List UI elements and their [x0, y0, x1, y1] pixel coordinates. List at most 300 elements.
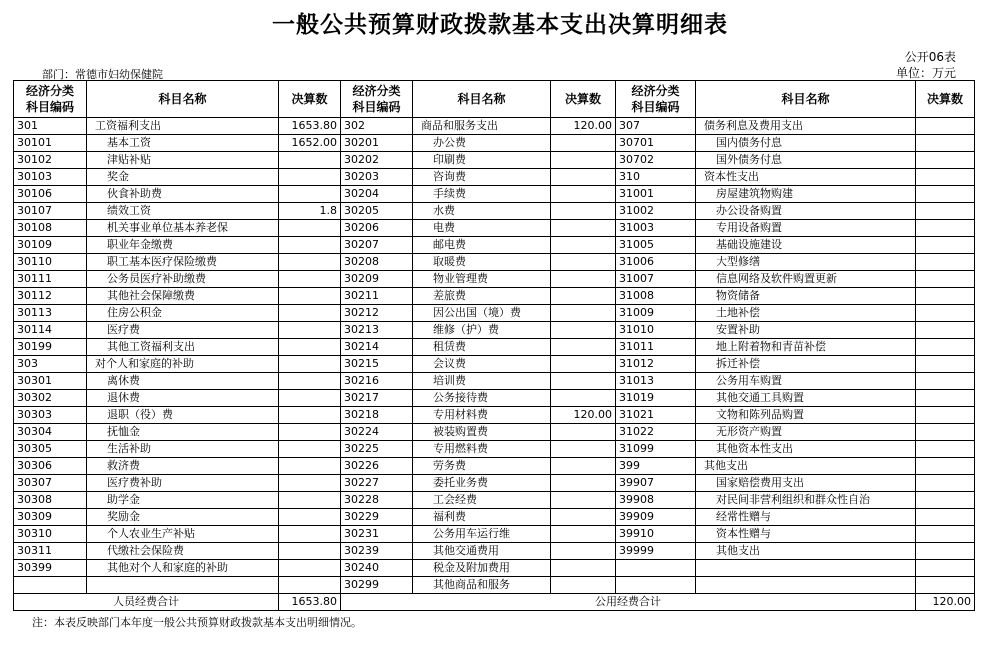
name-cell: 专用材料费 — [413, 407, 551, 424]
code-cell: 307 — [616, 118, 696, 135]
table-row — [14, 152, 975, 169]
amount-cell: 120.00 — [551, 118, 616, 135]
unit-label: 单位：万元 — [895, 66, 956, 80]
code-cell: 30207 — [341, 237, 413, 254]
header-amount: 决算数 — [551, 81, 616, 118]
name-cell: 办公设备购置 — [696, 203, 916, 220]
table-row — [14, 424, 975, 441]
name-cell: 国家赔偿费用支出 — [696, 475, 916, 492]
header-code: 经济分类 科目编码 — [341, 81, 413, 118]
name-cell: 经常性赠与 — [696, 509, 916, 526]
public-total-label: 公用经费合计 — [341, 594, 916, 611]
name-cell — [87, 577, 279, 594]
code-cell — [616, 560, 696, 577]
code-cell: 30229 — [341, 509, 413, 526]
amount-cell — [916, 373, 975, 390]
name-cell: 绩效工资 — [87, 203, 279, 220]
amount-cell — [279, 577, 341, 594]
code-cell: 30702 — [616, 152, 696, 169]
name-cell: 大型修缮 — [696, 254, 916, 271]
table-row — [14, 237, 975, 254]
amount-cell — [551, 135, 616, 152]
amount-cell — [279, 288, 341, 305]
amount-cell — [279, 390, 341, 407]
amount-cell — [279, 492, 341, 509]
code-cell: 31010 — [616, 322, 696, 339]
code-cell: 30227 — [341, 475, 413, 492]
amount-cell — [279, 271, 341, 288]
amount-cell — [551, 458, 616, 475]
footnote: 注：本表反映部门本年度一般公共预算财政拨款基本支出明细情况。 — [32, 616, 362, 629]
amount-cell — [551, 509, 616, 526]
code-cell: 30399 — [14, 560, 87, 577]
code-cell: 399 — [616, 458, 696, 475]
table-row — [14, 169, 975, 186]
header-code: 经济分类 科目编码 — [14, 81, 87, 118]
code-cell: 30302 — [14, 390, 87, 407]
amount-cell — [551, 220, 616, 237]
amount-cell — [916, 152, 975, 169]
amount-cell — [551, 492, 616, 509]
code-cell: 30304 — [14, 424, 87, 441]
code-cell: 31002 — [616, 203, 696, 220]
code-cell: 30107 — [14, 203, 87, 220]
name-cell: 其他社会保障缴费 — [87, 288, 279, 305]
code-cell: 31019 — [616, 390, 696, 407]
code-cell: 30224 — [341, 424, 413, 441]
code-cell: 31013 — [616, 373, 696, 390]
table-row — [14, 390, 975, 407]
name-cell: 专用设备购置 — [696, 220, 916, 237]
code-cell: 39910 — [616, 526, 696, 543]
amount-cell — [279, 543, 341, 560]
amount-cell — [279, 220, 341, 237]
code-cell: 30102 — [14, 152, 87, 169]
table-row — [14, 339, 975, 356]
name-cell: 差旅费 — [413, 288, 551, 305]
name-cell — [696, 577, 916, 594]
name-cell: 信息网络及软件购置更新 — [696, 271, 916, 288]
name-cell: 取暖费 — [413, 254, 551, 271]
name-cell: 奖励金 — [87, 509, 279, 526]
code-cell: 301 — [14, 118, 87, 135]
code-cell: 310 — [616, 169, 696, 186]
name-cell: 代缴社会保险费 — [87, 543, 279, 560]
amount-cell — [916, 203, 975, 220]
code-cell: 31008 — [616, 288, 696, 305]
amount-cell: 1.8 — [279, 203, 341, 220]
name-cell: 电费 — [413, 220, 551, 237]
amount-cell: 1653.80 — [279, 118, 341, 135]
name-cell: 印刷费 — [413, 152, 551, 169]
code-cell: 30308 — [14, 492, 87, 509]
code-cell: 30108 — [14, 220, 87, 237]
name-cell: 资本性支出 — [696, 169, 916, 186]
amount-cell — [916, 169, 975, 186]
amount-cell — [279, 424, 341, 441]
code-cell: 30305 — [14, 441, 87, 458]
code-cell: 30201 — [341, 135, 413, 152]
name-cell: 手续费 — [413, 186, 551, 203]
name-cell: 债务利息及费用支出 — [696, 118, 916, 135]
table-row — [14, 305, 975, 322]
code-cell: 30206 — [341, 220, 413, 237]
code-cell: 30203 — [341, 169, 413, 186]
table-header — [14, 81, 975, 118]
code-cell: 30218 — [341, 407, 413, 424]
personnel-total-value: 1653.80 — [279, 594, 341, 611]
code-cell: 30208 — [341, 254, 413, 271]
table-row — [14, 441, 975, 458]
code-cell — [14, 577, 87, 594]
name-cell: 对民间非营利组织和群众性自治 — [696, 492, 916, 509]
name-cell: 商品和服务支出 — [413, 118, 551, 135]
name-cell: 其他资本性支出 — [696, 441, 916, 458]
table-row — [14, 373, 975, 390]
amount-cell — [551, 152, 616, 169]
code-cell: 30113 — [14, 305, 87, 322]
name-cell: 专用燃料费 — [413, 441, 551, 458]
form-number: 公开06表 — [904, 50, 956, 64]
amount-cell — [916, 407, 975, 424]
table-row — [14, 203, 975, 220]
amount-cell — [916, 441, 975, 458]
name-cell: 房屋建筑物购建 — [696, 186, 916, 203]
code-cell: 30239 — [341, 543, 413, 560]
amount-cell — [279, 458, 341, 475]
amount-cell — [551, 373, 616, 390]
code-cell: 30212 — [341, 305, 413, 322]
code-cell: 30209 — [341, 271, 413, 288]
code-cell: 31021 — [616, 407, 696, 424]
code-cell: 30301 — [14, 373, 87, 390]
amount-cell — [916, 475, 975, 492]
amount-cell — [916, 322, 975, 339]
name-cell: 公务接待费 — [413, 390, 551, 407]
code-cell: 31012 — [616, 356, 696, 373]
amount-cell — [916, 237, 975, 254]
code-cell: 30299 — [341, 577, 413, 594]
amount-cell — [279, 322, 341, 339]
name-cell: 公务用车购置 — [696, 373, 916, 390]
amount-cell — [551, 475, 616, 492]
name-cell: 维修（护）费 — [413, 322, 551, 339]
code-cell: 31007 — [616, 271, 696, 288]
name-cell: 退休费 — [87, 390, 279, 407]
name-cell: 拆迁补偿 — [696, 356, 916, 373]
amount-cell: 1652.00 — [279, 135, 341, 152]
code-cell: 39999 — [616, 543, 696, 560]
code-cell: 30225 — [341, 441, 413, 458]
name-cell: 其他支出 — [696, 458, 916, 475]
code-cell: 31003 — [616, 220, 696, 237]
amount-cell — [551, 254, 616, 271]
name-cell: 劳务费 — [413, 458, 551, 475]
amount-cell — [916, 135, 975, 152]
table-row — [14, 509, 975, 526]
code-cell: 30199 — [14, 339, 87, 356]
name-cell: 职工基本医疗保险缴费 — [87, 254, 279, 271]
code-cell: 302 — [341, 118, 413, 135]
amount-cell — [916, 305, 975, 322]
name-cell: 职业年金缴费 — [87, 237, 279, 254]
name-cell: 个人农业生产补贴 — [87, 526, 279, 543]
code-cell: 30309 — [14, 509, 87, 526]
amount-cell — [551, 356, 616, 373]
amount-cell — [551, 186, 616, 203]
page-title: 一般公共预算财政拨款基本支出决算明细表 — [272, 11, 728, 38]
code-cell: 39909 — [616, 509, 696, 526]
amount-cell — [551, 560, 616, 577]
name-cell: 会议费 — [413, 356, 551, 373]
code-cell: 31001 — [616, 186, 696, 203]
name-cell: 离休费 — [87, 373, 279, 390]
name-cell: 水费 — [413, 203, 551, 220]
name-cell: 国内债务付息 — [696, 135, 916, 152]
code-cell: 30215 — [341, 356, 413, 373]
code-cell: 30217 — [341, 390, 413, 407]
table-row — [14, 186, 975, 203]
code-cell: 30112 — [14, 288, 87, 305]
code-cell: 30311 — [14, 543, 87, 560]
amount-cell — [551, 526, 616, 543]
table-row — [14, 543, 975, 560]
amount-cell — [279, 254, 341, 271]
code-cell: 39907 — [616, 475, 696, 492]
name-cell: 其他支出 — [696, 543, 916, 560]
table-row — [14, 475, 975, 492]
code-cell: 30701 — [616, 135, 696, 152]
code-cell: 30114 — [14, 322, 87, 339]
amount-cell — [551, 441, 616, 458]
amount-cell — [916, 543, 975, 560]
table-row — [14, 220, 975, 237]
name-cell: 因公出国（境）费 — [413, 305, 551, 322]
name-cell: 奖金 — [87, 169, 279, 186]
name-cell: 文物和陈列品购置 — [696, 407, 916, 424]
amount-cell — [551, 203, 616, 220]
header-name: 科目名称 — [696, 81, 916, 118]
table-row — [14, 458, 975, 475]
amount-cell — [279, 339, 341, 356]
amount-cell — [551, 322, 616, 339]
table-row — [14, 577, 975, 594]
public-total-value: 120.00 — [916, 594, 975, 611]
amount-cell — [279, 152, 341, 169]
amount-cell — [551, 543, 616, 560]
header-name: 科目名称 — [413, 81, 551, 118]
code-cell: 30111 — [14, 271, 87, 288]
table-row — [14, 356, 975, 373]
name-cell: 地上附着物和青苗补偿 — [696, 339, 916, 356]
code-cell: 30303 — [14, 407, 87, 424]
table-row — [14, 271, 975, 288]
table-row — [14, 560, 975, 577]
amount-cell — [916, 220, 975, 237]
name-cell: 土地补偿 — [696, 305, 916, 322]
name-cell: 对个人和家庭的补助 — [87, 356, 279, 373]
amount-cell — [279, 169, 341, 186]
amount-cell — [551, 305, 616, 322]
personnel-total-label: 人员经费合计 — [14, 594, 279, 611]
amount-cell — [551, 237, 616, 254]
amount-cell — [916, 509, 975, 526]
amount-cell — [916, 577, 975, 594]
amount-cell — [916, 526, 975, 543]
code-cell: 30202 — [341, 152, 413, 169]
code-cell: 30110 — [14, 254, 87, 271]
code-cell: 31022 — [616, 424, 696, 441]
amount-cell — [551, 169, 616, 186]
code-cell: 31099 — [616, 441, 696, 458]
code-cell: 30214 — [341, 339, 413, 356]
table-row — [14, 118, 975, 135]
name-cell: 税金及附加费用 — [413, 560, 551, 577]
header-amount: 决算数 — [279, 81, 341, 118]
table-row — [14, 526, 975, 543]
name-cell: 无形资产购置 — [696, 424, 916, 441]
table-row — [14, 288, 975, 305]
amount-cell — [916, 271, 975, 288]
name-cell: 津贴补贴 — [87, 152, 279, 169]
code-cell: 30204 — [341, 186, 413, 203]
code-cell: 30101 — [14, 135, 87, 152]
amount-cell — [551, 424, 616, 441]
amount-cell — [279, 356, 341, 373]
table-row — [14, 407, 975, 424]
name-cell: 救济费 — [87, 458, 279, 475]
name-cell: 其他交通工具购置 — [696, 390, 916, 407]
amount-cell — [279, 186, 341, 203]
code-cell: 30228 — [341, 492, 413, 509]
amount-cell — [916, 424, 975, 441]
code-cell: 30211 — [341, 288, 413, 305]
name-cell: 退职（役）费 — [87, 407, 279, 424]
name-cell: 住房公积金 — [87, 305, 279, 322]
name-cell: 资本性赠与 — [696, 526, 916, 543]
name-cell: 被装购置费 — [413, 424, 551, 441]
name-cell: 安置补助 — [696, 322, 916, 339]
amount-cell — [279, 441, 341, 458]
name-cell: 福利费 — [413, 509, 551, 526]
amount-cell — [916, 458, 975, 475]
code-cell: 30109 — [14, 237, 87, 254]
amount-cell — [916, 339, 975, 356]
amount-cell — [551, 577, 616, 594]
code-cell: 30216 — [341, 373, 413, 390]
name-cell: 物资储备 — [696, 288, 916, 305]
code-cell: 30226 — [341, 458, 413, 475]
name-cell: 基础设施建设 — [696, 237, 916, 254]
name-cell: 咨询费 — [413, 169, 551, 186]
name-cell: 培训费 — [413, 373, 551, 390]
name-cell: 其他工资福利支出 — [87, 339, 279, 356]
amount-cell — [279, 526, 341, 543]
amount-cell — [551, 390, 616, 407]
code-cell: 30103 — [14, 169, 87, 186]
amount-cell — [916, 186, 975, 203]
code-cell: 303 — [14, 356, 87, 373]
code-cell: 30106 — [14, 186, 87, 203]
department-label: 部门：常德市妇幼保健院 — [42, 68, 163, 81]
name-cell: 委托业务费 — [413, 475, 551, 492]
code-cell: 30307 — [14, 475, 87, 492]
amount-cell — [279, 475, 341, 492]
amount-cell — [551, 339, 616, 356]
code-cell: 30205 — [341, 203, 413, 220]
totals-row — [14, 594, 975, 611]
name-cell: 助学金 — [87, 492, 279, 509]
name-cell: 办公费 — [413, 135, 551, 152]
amount-cell — [916, 492, 975, 509]
expenditure-table — [13, 80, 975, 611]
amount-cell — [279, 305, 341, 322]
name-cell: 工资福利支出 — [87, 118, 279, 135]
header-name: 科目名称 — [87, 81, 279, 118]
amount-cell — [279, 237, 341, 254]
name-cell: 租赁费 — [413, 339, 551, 356]
name-cell: 工会经费 — [413, 492, 551, 509]
amount-cell — [916, 254, 975, 271]
name-cell: 公务员医疗补助缴费 — [87, 271, 279, 288]
table-row — [14, 492, 975, 509]
name-cell: 其他对个人和家庭的补助 — [87, 560, 279, 577]
name-cell: 基本工资 — [87, 135, 279, 152]
amount-cell — [916, 356, 975, 373]
name-cell — [696, 560, 916, 577]
amount-cell — [551, 271, 616, 288]
code-cell: 31009 — [616, 305, 696, 322]
amount-cell — [916, 560, 975, 577]
header-amount: 决算数 — [916, 81, 975, 118]
table-row — [14, 135, 975, 152]
name-cell: 伙食补助费 — [87, 186, 279, 203]
name-cell: 国外债务付息 — [696, 152, 916, 169]
name-cell: 生活补助 — [87, 441, 279, 458]
code-cell: 30213 — [341, 322, 413, 339]
name-cell: 邮电费 — [413, 237, 551, 254]
amount-cell — [551, 288, 616, 305]
code-cell: 30310 — [14, 526, 87, 543]
code-cell: 31006 — [616, 254, 696, 271]
name-cell: 抚恤金 — [87, 424, 279, 441]
table-row — [14, 254, 975, 271]
name-cell: 机关事业单位基本养老保 — [87, 220, 279, 237]
name-cell: 其他交通费用 — [413, 543, 551, 560]
code-cell: 30306 — [14, 458, 87, 475]
table-row — [14, 322, 975, 339]
code-cell: 30231 — [341, 526, 413, 543]
amount-cell — [279, 407, 341, 424]
code-cell: 31011 — [616, 339, 696, 356]
name-cell: 医疗费 — [87, 322, 279, 339]
amount-cell — [916, 390, 975, 407]
code-cell — [616, 577, 696, 594]
header-code: 经济分类 科目编码 — [616, 81, 696, 118]
name-cell: 医疗费补助 — [87, 475, 279, 492]
amount-cell — [916, 118, 975, 135]
name-cell: 其他商品和服务 — [413, 577, 551, 594]
amount-cell — [279, 509, 341, 526]
amount-cell: 120.00 — [551, 407, 616, 424]
code-cell: 39908 — [616, 492, 696, 509]
name-cell: 公务用车运行维 — [413, 526, 551, 543]
amount-cell — [279, 560, 341, 577]
name-cell: 物业管理费 — [413, 271, 551, 288]
amount-cell — [279, 373, 341, 390]
code-cell: 31005 — [616, 237, 696, 254]
code-cell: 30240 — [341, 560, 413, 577]
